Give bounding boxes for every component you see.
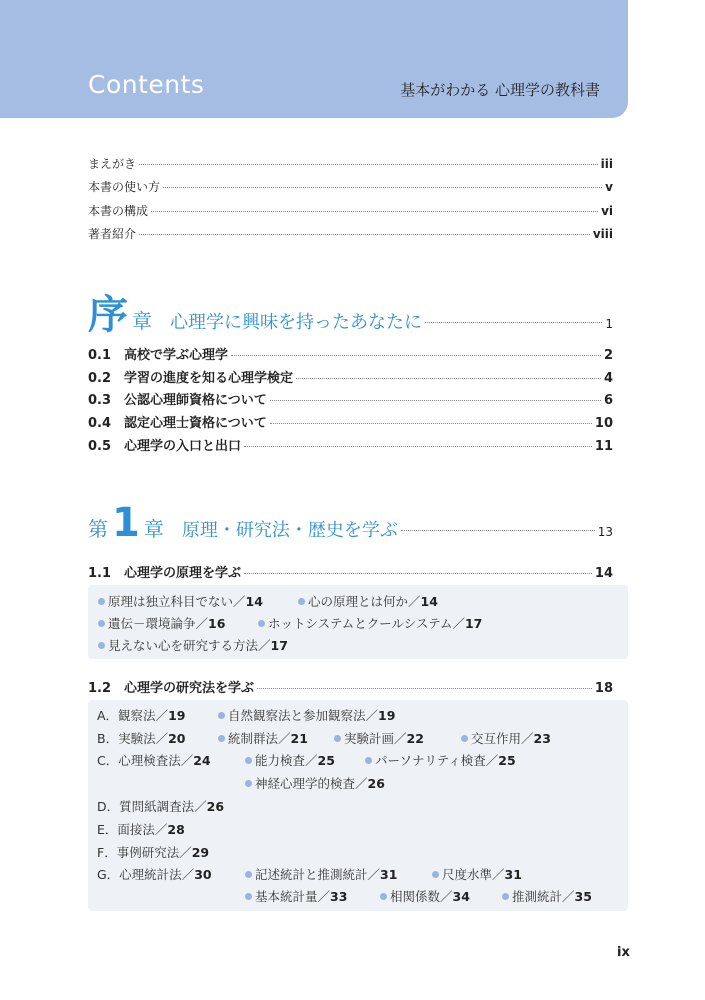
topic-item[interactable] — [461, 729, 551, 747]
section-page: 10 — [594, 416, 613, 431]
entry-label: 本書の使い方 — [88, 180, 161, 194]
topic-item[interactable] — [98, 614, 225, 632]
book-title: 基本がわかる 心理学の教科書 — [400, 81, 600, 99]
topic-item[interactable] — [218, 706, 395, 724]
topic-label: 心の原理とは何か／ — [308, 594, 421, 609]
topic-label: B．実験法／ — [97, 731, 169, 746]
chapter-page: 13 — [597, 525, 613, 539]
leader-dots — [163, 187, 602, 188]
section-page: 18 — [594, 681, 613, 696]
topic-item[interactable] — [334, 729, 424, 747]
section-entry[interactable] — [88, 562, 613, 581]
section-page: 2 — [603, 348, 613, 363]
topic-item[interactable] — [258, 614, 482, 632]
topic-item[interactable] — [380, 887, 470, 905]
chapter-mark: 1 — [112, 500, 140, 546]
chapter-0-heading[interactable] — [88, 283, 613, 340]
topic-label: 記述統計と推測統計／ — [255, 867, 381, 882]
topic-label: 原理は独立科目でない／ — [108, 594, 246, 609]
page-title: Contents — [88, 70, 205, 99]
topic-page: 19 — [378, 708, 396, 723]
section-entry[interactable] — [88, 367, 613, 386]
chapter-suffix: 章 — [132, 309, 152, 333]
topic-item[interactable] — [98, 592, 263, 610]
entry-page: viii — [592, 227, 613, 241]
leader-dots — [244, 573, 592, 574]
topic-label: A．観察法／ — [97, 708, 169, 723]
topic-label: 尺度水準／ — [442, 867, 505, 882]
section-entry[interactable] — [88, 344, 613, 363]
topic-page: 14 — [420, 594, 438, 609]
topic-item[interactable] — [245, 887, 347, 905]
chapter-prefix: 第 — [88, 517, 108, 541]
section-number: 0.5 — [88, 439, 112, 454]
chapter-title: 原理・研究法・歴史を学ぶ — [181, 520, 398, 541]
topic-item[interactable] — [97, 706, 185, 724]
topic-label: 相関係数／ — [390, 889, 453, 904]
entry-label: 著者紹介 — [88, 227, 137, 241]
topic-item[interactable] — [97, 843, 209, 861]
section-label: 心理学の原理を学ぶ — [124, 566, 242, 581]
topic-item[interactable] — [365, 751, 516, 769]
section-entry[interactable] — [88, 677, 613, 696]
leader-dots — [139, 164, 598, 165]
topic-item[interactable] — [97, 820, 185, 838]
chapter-1-heading[interactable] — [88, 500, 613, 546]
section-page: 4 — [603, 371, 613, 386]
chapter-suffix: 章 — [143, 517, 164, 541]
section-number: 0.3 — [88, 393, 112, 408]
topic-page: 25 — [317, 753, 335, 768]
topic-page: 20 — [168, 731, 186, 746]
topic-label: D．質問紙調査法／ — [97, 799, 207, 814]
chapter-title: 心理学に興味を持ったあなたに — [170, 312, 422, 333]
toc-entry[interactable] — [88, 225, 613, 242]
leader-dots — [401, 530, 595, 531]
topic-label: 基本統計量／ — [255, 889, 331, 904]
topic-item[interactable] — [245, 751, 335, 769]
leader-dots — [151, 211, 598, 212]
section-entry[interactable] — [88, 389, 613, 408]
topic-page: 23 — [533, 731, 551, 746]
header-band — [0, 0, 628, 118]
leader-dots — [296, 378, 601, 379]
topic-item[interactable] — [218, 729, 308, 747]
topic-item[interactable] — [97, 751, 211, 769]
toc-entry[interactable] — [88, 155, 613, 172]
topic-label: 統制群法／ — [228, 731, 291, 746]
section-number: 1.2 — [88, 681, 112, 696]
topic-page: 25 — [498, 753, 516, 768]
leader-dots — [139, 234, 590, 235]
topic-label: E．面接法／ — [97, 822, 168, 837]
topic-page: 30 — [194, 867, 212, 882]
section-number: 0.1 — [88, 348, 112, 363]
topic-item[interactable] — [97, 729, 185, 747]
topic-label: C．心理検査法／ — [97, 753, 194, 768]
section-page: 14 — [594, 566, 613, 581]
topic-label: パーソナリティ検査／ — [375, 753, 499, 768]
chapter-page: 1 — [605, 317, 613, 331]
topic-page: 31 — [380, 867, 398, 882]
section-entry[interactable] — [88, 412, 613, 431]
section-label: 心理学の研究法を学ぶ — [124, 681, 255, 696]
section-label: 公認心理師資格について — [124, 393, 267, 408]
topic-label: G．心理統計法／ — [97, 867, 195, 882]
topic-page: 34 — [452, 889, 470, 904]
topic-page: 33 — [330, 889, 348, 904]
topic-label: 実験計画／ — [344, 731, 407, 746]
section-page: 11 — [594, 439, 613, 454]
topic-page: 19 — [168, 708, 186, 723]
toc-entry[interactable] — [88, 178, 613, 195]
section-entry[interactable] — [88, 435, 613, 454]
section-label: 認定心理士資格について — [124, 416, 267, 431]
leader-dots — [231, 355, 601, 356]
topic-page: 17 — [464, 616, 483, 631]
topic-page: 29 — [191, 845, 210, 860]
toc-entry[interactable] — [88, 202, 613, 219]
page-number: ix — [617, 945, 630, 960]
topic-item[interactable] — [298, 592, 438, 610]
topic-item[interactable] — [502, 887, 592, 905]
section-number: 0.4 — [88, 416, 112, 431]
topic-label: 推測統計／ — [512, 889, 575, 904]
leader-dots — [270, 400, 601, 401]
topic-label: 神経心理学的検査／ — [255, 776, 368, 791]
section-number: 0.2 — [88, 371, 112, 386]
leader-dots — [425, 322, 602, 323]
topic-item[interactable] — [97, 865, 212, 883]
section-label: 学習の進度を知る心理学検定 — [124, 371, 294, 386]
topic-page: 14 — [245, 594, 263, 609]
entry-page: vi — [601, 204, 613, 218]
topic-label: 能力検査／ — [255, 753, 318, 768]
section-page: 6 — [603, 393, 613, 408]
leader-dots — [244, 446, 592, 447]
topic-label: 見えない心を研究する方法／ — [108, 638, 271, 653]
topic-page: 31 — [504, 867, 522, 882]
topic-page: 16 — [208, 616, 226, 631]
topic-page: 35 — [574, 889, 592, 904]
topic-page: 26 — [367, 776, 385, 791]
topic-page: 24 — [193, 753, 211, 768]
topic-item[interactable] — [98, 636, 288, 654]
topic-item[interactable] — [432, 865, 522, 883]
leader-dots — [257, 688, 592, 689]
entry-page: v — [605, 180, 613, 194]
topic-label: F．事例研究法／ — [97, 845, 192, 860]
section-label: 高校で学ぶ心理学 — [124, 348, 229, 363]
topic-label: 交互作用／ — [471, 731, 534, 746]
topic-item[interactable] — [245, 774, 385, 792]
chapter-mark: 序 — [88, 292, 128, 338]
topic-page: 17 — [270, 638, 288, 653]
topic-label: 遺伝－環境論争／ — [108, 616, 209, 631]
topic-item[interactable] — [97, 797, 224, 815]
topic-item[interactable] — [245, 865, 397, 883]
leader-dots — [270, 423, 592, 424]
topic-page: 22 — [406, 731, 424, 746]
topic-page: 21 — [290, 731, 308, 746]
entry-page: iii — [600, 157, 613, 171]
topic-page: 28 — [167, 822, 185, 837]
section-label: 心理学の入口と出口 — [124, 439, 242, 454]
entry-label: 本書の構成 — [88, 204, 149, 218]
topic-label: 自然観察法と参加観察法／ — [228, 708, 379, 723]
topic-label: ホットシステムとクールシステム／ — [268, 616, 465, 631]
section-number: 1.1 — [88, 566, 112, 581]
topic-page: 26 — [206, 799, 225, 814]
entry-label: まえがき — [88, 157, 137, 171]
